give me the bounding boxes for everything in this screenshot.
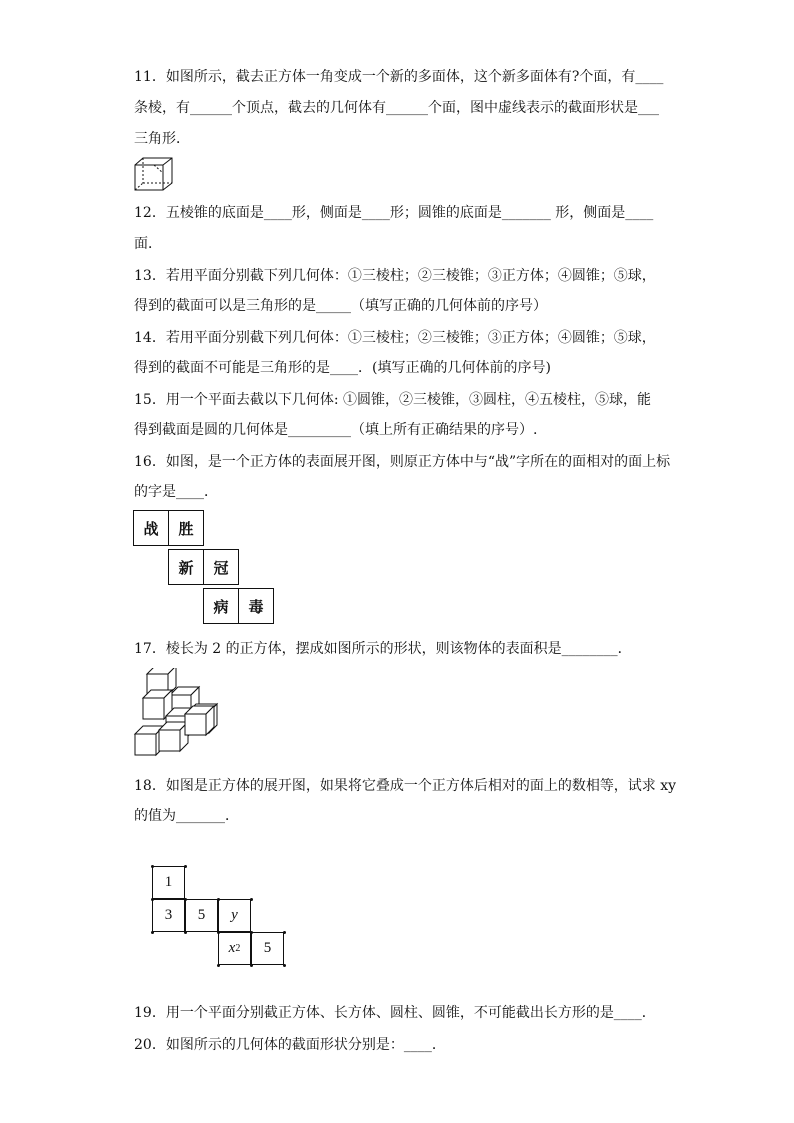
q14-line2: 得到的截面不可能是三角形的是____．(填写正确的几何体前的序号) bbox=[134, 360, 551, 376]
q18-line1: 18．如图是正方体的展开图，如果将它叠成一个正方体后相对的面上的数相等，试求 xy bbox=[134, 778, 677, 794]
net-cell-bing: 病 bbox=[203, 588, 239, 624]
q18-line2: 的值为_______． bbox=[134, 808, 239, 824]
q19-line1: 19．用一个平面分别截正方体、长方体、圆柱、圆锥，不可能截出长方形的是____． bbox=[134, 1005, 656, 1021]
num-cell-y: y bbox=[218, 899, 251, 932]
num-cell-3: 3 bbox=[152, 899, 185, 932]
q20-line1: 20．如图所示的几何体的截面形状分别是：____． bbox=[134, 1037, 446, 1053]
q17-line1: 17．棱长为 2 的正方体，摆成如图所示的形状，则该物体的表面积是________． bbox=[134, 641, 632, 657]
q18-number-net bbox=[152, 866, 292, 970]
cube bbox=[185, 706, 214, 735]
net-cell-sheng: 胜 bbox=[168, 510, 204, 546]
x-exponent: 2 bbox=[235, 943, 241, 954]
x-base: x bbox=[228, 940, 236, 956]
net-cell-guan: 冠 bbox=[203, 549, 239, 585]
q11-line2: 条棱，有______个顶点，截去的几何体有______个面，图中虚线表示的截面形状是___ bbox=[134, 100, 659, 116]
net-cell-zhan: 战 bbox=[133, 510, 169, 546]
q11-cut-cube-figure bbox=[134, 157, 176, 191]
q15-line2: 得到截面是圆的几何体是_________（填上所有正确结果的序号）. bbox=[134, 422, 538, 438]
q13-line2: 得到的截面可以是三角形的是_____（填写正确的几何体前的序号） bbox=[134, 298, 547, 314]
num-cell-x-squared bbox=[218, 932, 251, 965]
net-cell-du: 毒 bbox=[238, 588, 274, 624]
q14-line1: 14．若用平面分别截下列几何体：①三棱柱；②三棱锥；③正方体；④圆锥；⑤球， bbox=[134, 330, 656, 346]
net-cell-xin: 新 bbox=[168, 549, 204, 585]
q16-line2: 的字是____． bbox=[134, 484, 218, 500]
q13-line1: 13．若用平面分别截下列几何体：①三棱柱；②三棱锥；③正方体；④圆锥；⑤球， bbox=[134, 268, 656, 284]
cube bbox=[159, 722, 188, 751]
num-cell-5b: 5 bbox=[251, 932, 284, 965]
q11-line1: 11．如图所示，截去正方体一角变成一个新的多面体，这个新多面体有?个面，有____ bbox=[134, 69, 664, 85]
num-cell-5a: 5 bbox=[185, 899, 218, 932]
q15-line1: 15．用一个平面去截以下几何体: ①圆锥，②三棱锥，③圆柱，④五棱柱，⑤球，能 bbox=[134, 392, 651, 408]
q16-cube-net bbox=[133, 510, 273, 630]
q12-line1: 12．五棱锥的底面是____形，侧面是____形；圆锥的底面是_______ 形，侧面是____ bbox=[134, 205, 654, 221]
q12-line2: 面． bbox=[134, 236, 162, 252]
q16-line1: 16．如图，是一个正方体的表面展开图，则原正方体中与“战”字所在的面相对的面上标 bbox=[134, 454, 671, 470]
q17-stacked-cubes-figure bbox=[133, 668, 223, 764]
num-cell-1: 1 bbox=[152, 866, 185, 899]
q11-line3: 三角形． bbox=[134, 131, 190, 147]
